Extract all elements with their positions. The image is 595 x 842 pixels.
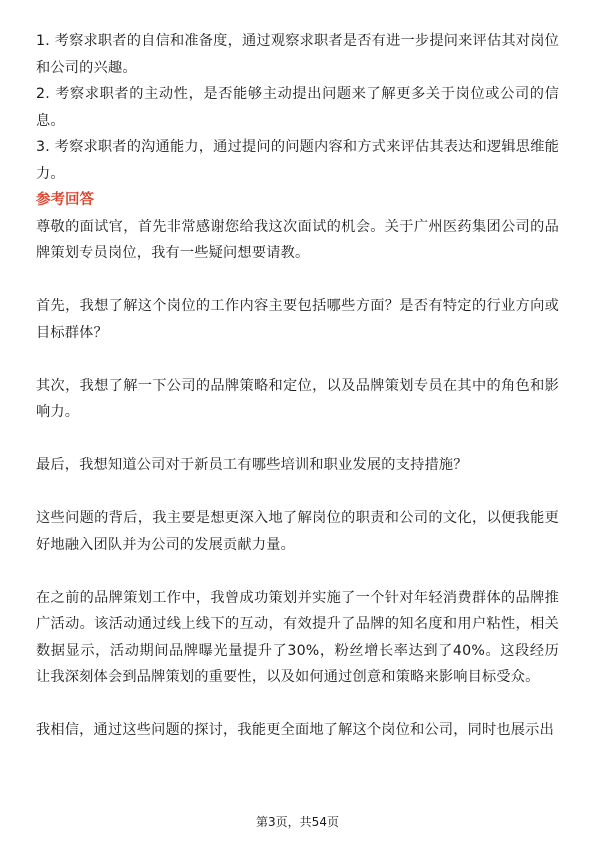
list-item-1: 1. 考察求职者的自信和准备度，通过观察求职者是否有进一步提问来评估其对岗位和公司的兴趣。 xyxy=(36,33,559,76)
paragraph-gap xyxy=(36,558,559,585)
paragraph-second-question: 其次，我想了解一下公司的品牌策略和定位，以及品牌策划专员在其中的角色和影响力。 xyxy=(36,377,559,420)
paragraph-gap xyxy=(36,426,559,453)
paragraph-closing: 我相信，通过这些问题的探讨，我能更全面地了解这个岗位和公司，同时也展示出 xyxy=(36,722,554,738)
paragraph-gap xyxy=(36,691,559,718)
paragraph-gap xyxy=(36,267,559,294)
paragraph-experience: 在之前的品牌策划工作中，我曾成功策划并实施了一个针对年轻消费群体的品牌推广活动。该活动通过线上线下的互动，有效提升了品牌的知名度和用户粘性，相关数据显示，活动期间品牌曝光量提升了30%，粉丝增长率达到了40%。这段经历让我深刻体会到品牌策划的重要性，以及如何通过创意和策略来影响目标受众。 xyxy=(36,589,559,685)
document-page xyxy=(36,28,559,744)
paragraph-greeting: 尊敬的面试官，首先非常感谢您给我这次面试的机会。关于广州医药集团公司的品牌策划专员岗位，我有一些疑问想要请教。 xyxy=(36,218,559,261)
paragraph-motivation: 这些问题的背后，我主要是想更深入地了解岗位的职责和公司的文化，以便我能更好地融入团队并为公司的发展贡献力量。 xyxy=(36,510,559,553)
list-item-2: 2. 考察求职者的主动性，是否能够主动提出问题来了解更多关于岗位或公司的信息。 xyxy=(36,86,559,129)
paragraph-gap xyxy=(36,479,559,506)
list-item-3: 3. 考察求职者的沟通能力，通过提问的问题内容和方式来评估其表达和逻辑思维能力。 xyxy=(36,139,559,182)
paragraph-first-question: 首先，我想了解这个岗位的工作内容主要包括哪些方面？是否有特定的行业方向或目标群体？ xyxy=(36,298,559,341)
paragraph-gap xyxy=(36,346,559,373)
paragraph-last-question: 最后，我想知道公司对于新员工有哪些培训和职业发展的支持措施？ xyxy=(36,457,468,473)
page-footer: 第3页，共54页 xyxy=(256,815,339,829)
section-title: 参考回答 xyxy=(36,192,94,208)
